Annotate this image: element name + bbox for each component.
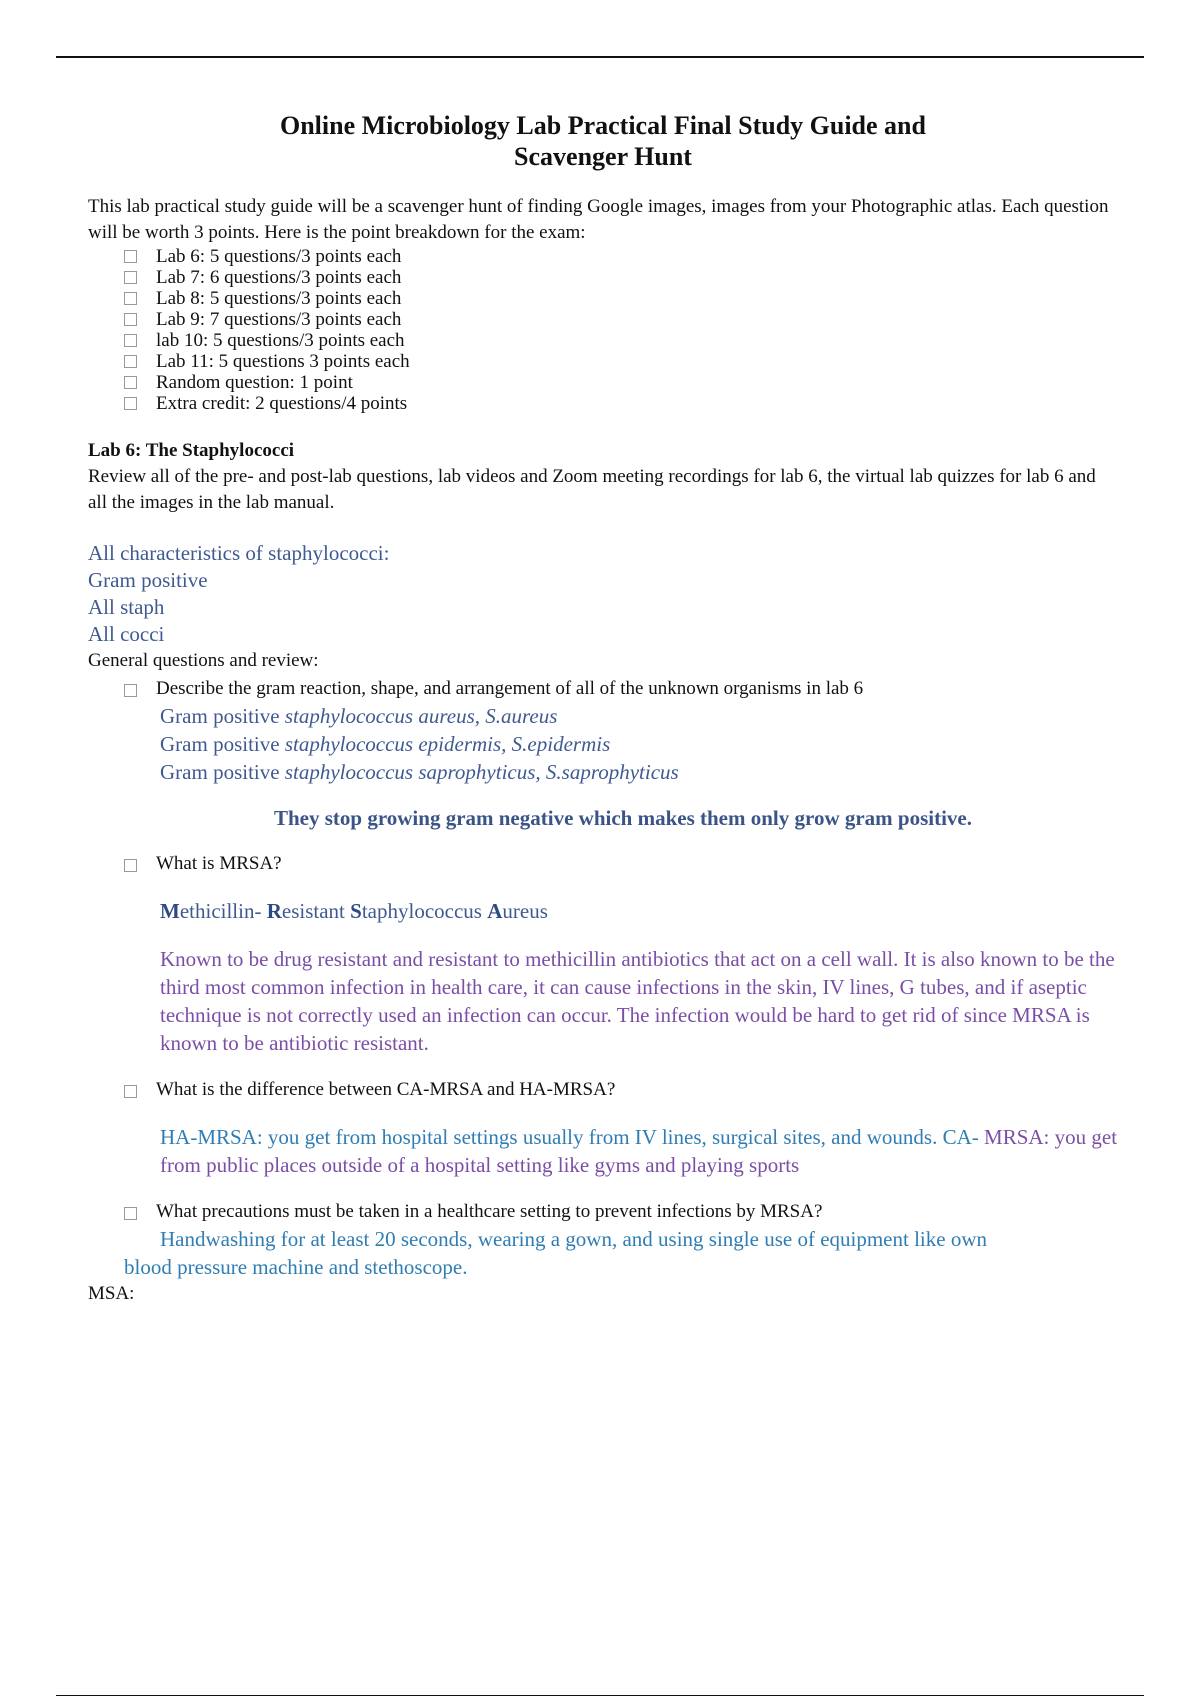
checkbox-icon bbox=[124, 1085, 137, 1098]
intro-paragraph: This lab practical study guide will be a scavenger hunt of finding Google images, images from your Photographic atlas. Each question will be worth 3 points. Here is the point breakdown for the exam: bbox=[88, 196, 1109, 243]
characteristic-item: All staph bbox=[88, 595, 165, 619]
characteristics-block bbox=[88, 540, 1118, 648]
breakdown-item: Lab 8: 5 questions/3 points each bbox=[124, 288, 1118, 309]
characteristics-heading: All characteristics of staphylococci: bbox=[88, 541, 390, 565]
checkbox-icon bbox=[124, 355, 137, 368]
breakdown-item: Lab 6: 5 questions/3 points each bbox=[124, 246, 1118, 267]
question-3: What is the difference between CA-MRSA and HA-MRSA? bbox=[88, 1077, 1118, 1103]
breakdown-item: Lab 9: 7 questions/3 points each bbox=[124, 309, 1118, 330]
breakdown-item: Lab 11: 5 questions 3 points each bbox=[124, 351, 1118, 372]
checkbox-icon bbox=[124, 1207, 137, 1220]
q4-answer: Handwashing for at least 20 seconds, wearing a gown, and using single use of equipment like own blood pressure machine and stethoscope. bbox=[124, 1227, 987, 1279]
breakdown-item: lab 10: 5 questions/3 points each bbox=[124, 330, 1118, 351]
point-breakdown-list bbox=[88, 246, 1118, 414]
title-line-1: Online Microbiology Lab Practical Final Study Guide and bbox=[280, 111, 926, 140]
answer-line: Gram positive staphylococcus aureus, S.aureus bbox=[160, 704, 558, 728]
q2-answer: Known to be drug resistant and resistant to methicillin antibiotics that act on a cell wall. It is also known to be the third most common infection in health care, it can cause infections in the skin, IV lines, G tubes, and if aseptic technique is not correctly used an infection can occur. The infection would be hard to get rid of since MRSA is known to be antibiotic resistant. bbox=[160, 947, 1115, 1055]
answer-line: Gram positive staphylococcus epidermis, S.epidermis bbox=[160, 732, 611, 756]
breakdown-item: Extra credit: 2 questions/4 points bbox=[124, 393, 1118, 414]
bottom-rule bbox=[56, 1695, 1144, 1696]
q1-answer bbox=[88, 702, 1118, 786]
question-1: Describe the gram reaction, shape, and arrangement of all of the unknown organisms in lab 6 bbox=[88, 676, 1118, 702]
characteristic-item: Gram positive bbox=[88, 568, 208, 592]
checkbox-icon bbox=[124, 684, 137, 697]
answer-line: Gram positive staphylococcus saprophyticus, S.saprophyticus bbox=[160, 760, 679, 784]
top-rule bbox=[56, 56, 1144, 58]
checkbox-icon bbox=[124, 397, 137, 410]
document-page bbox=[88, 110, 1118, 1307]
title-line-2: Scavenger Hunt bbox=[514, 142, 692, 171]
question-4: What precautions must be taken in a healthcare setting to prevent infections by MRSA? bbox=[88, 1199, 1118, 1225]
checkbox-icon bbox=[124, 292, 137, 305]
checkbox-icon bbox=[124, 859, 137, 872]
general-heading: General questions and review: bbox=[88, 650, 319, 671]
checkbox-icon bbox=[124, 376, 137, 389]
q1-note: They stop growing gram negative which makes them only grow gram positive. bbox=[273, 806, 973, 830]
breakdown-item: Random question: 1 point bbox=[124, 372, 1118, 393]
checkbox-icon bbox=[124, 334, 137, 347]
question-2: What is MRSA? bbox=[88, 851, 1118, 877]
section-description: Review all of the pre- and post-lab questions, lab videos and Zoom meeting recordings for lab 6, the virtual lab quizzes for lab 6 and all the images in the lab manual. bbox=[88, 466, 1096, 513]
section-heading: Lab 6: The Staphylococci bbox=[88, 440, 295, 461]
checkbox-icon bbox=[124, 313, 137, 326]
document-title bbox=[88, 110, 1118, 172]
trailing-label: MSA: bbox=[88, 1283, 135, 1304]
checkbox-icon bbox=[124, 250, 137, 263]
characteristic-item: All cocci bbox=[88, 622, 165, 646]
checkbox-icon bbox=[124, 271, 137, 284]
q3-answer: HA-MRSA: you get from hospital settings usually from IV lines, surgical sites, and wounds. CA- MRSA: you get from public places outside of a hospital setting like gyms and playing sports bbox=[160, 1125, 1118, 1177]
breakdown-item: Lab 7: 6 questions/3 points each bbox=[124, 267, 1118, 288]
mrsa-acronym: Methicillin- Resistant Staphylococcus Aureus bbox=[160, 899, 548, 923]
